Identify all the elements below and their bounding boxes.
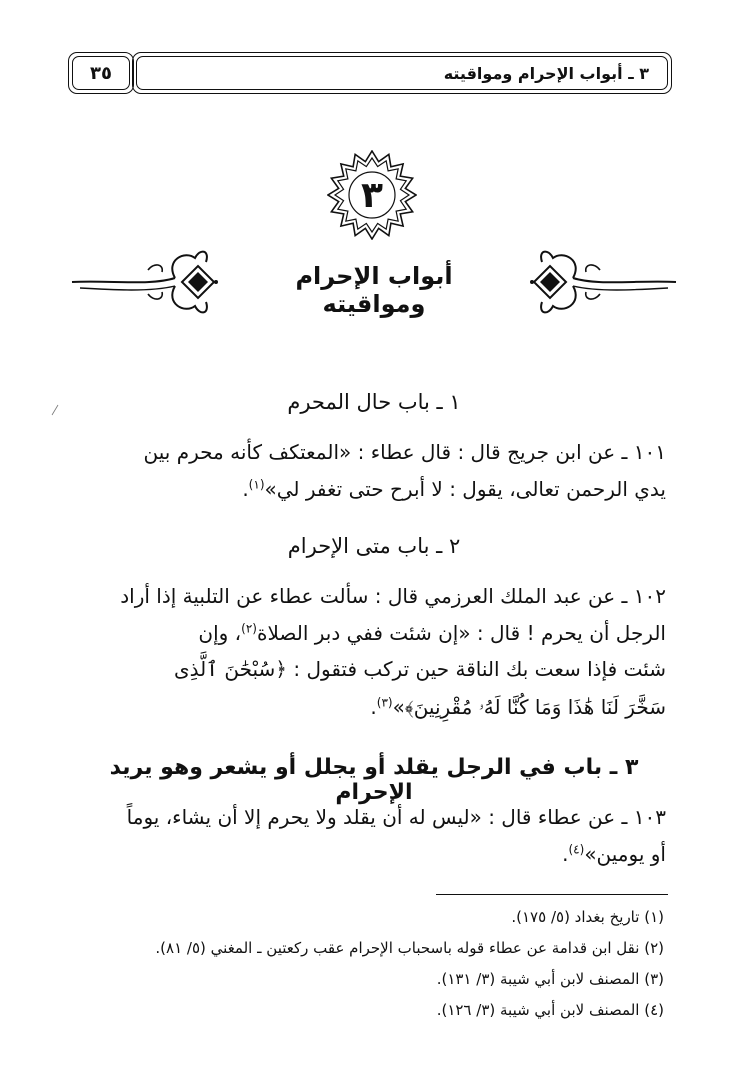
footnote-ref: (١) xyxy=(248,477,265,492)
left-ornament-icon xyxy=(70,240,220,320)
hadith-number: ١٠١ ـ xyxy=(621,440,666,464)
line-text: شئت فإذا سعت بك الناقة حين تركب فتقول : ﴿سُبْحَٰنَ ٱلَّذِى xyxy=(174,657,666,681)
footnote-ref: (٣) xyxy=(376,695,393,710)
section-heading-3: ٣ ـ باب في الرجل يقلد أو يجلل أو يشعر وهو يريد الإحرام xyxy=(109,755,639,805)
right-ornament-icon xyxy=(528,240,678,320)
hadith-number: ١٠٢ ـ xyxy=(621,584,666,608)
line-end: . xyxy=(242,477,249,501)
footnote-ref: (٤) xyxy=(568,842,585,857)
paragraph-line xyxy=(370,695,666,719)
line-end: ، وإن xyxy=(198,621,242,645)
line-text: الرجل أن يحرم ! قال : «إن شئت ففي دبر الصلاة xyxy=(256,621,666,645)
section-heading-2: ٢ ـ باب متى الإحرام xyxy=(287,534,461,558)
paragraph-line xyxy=(242,477,666,501)
paragraph-line xyxy=(120,584,666,608)
footnote-number: (٤) xyxy=(644,1001,664,1019)
footnote-text: نقل ابن قدامة عن عطاء قوله باسحباب الإحرام عقب ركعتين ـ المغني (٥/ ٨١). xyxy=(155,939,640,957)
paragraph-line xyxy=(562,842,666,866)
footnote-number: (٣) xyxy=(644,970,664,988)
footnote-divider xyxy=(436,894,668,895)
line-text: عن عطاء قال : «ليس له أن يقلد ولا يحرم إلا أن يشاء، يوماً xyxy=(126,805,616,829)
footnote-number: (٢) xyxy=(644,939,664,957)
chapter-title: أبواب الإحرام ومواقيته xyxy=(295,262,453,318)
paragraph-line xyxy=(144,440,666,464)
footnote xyxy=(437,970,664,988)
footnote xyxy=(437,1001,664,1019)
page-number-frame xyxy=(68,52,134,94)
line-text: عن عبد الملك العرزمي قال : سألت عطاء عن التلبية إذا أراد xyxy=(120,584,616,608)
hadith-number: ١٠٣ ـ xyxy=(621,805,666,829)
footnote-ref: (٢) xyxy=(241,621,257,636)
paragraph-line xyxy=(198,621,666,645)
chapter-number: ٣ xyxy=(361,174,383,216)
stray-mark-icon xyxy=(50,404,60,416)
line-text: يدي الرحمن تعالى، يقول : لا أبرح حتى تغفر لي» xyxy=(264,477,666,501)
footnote xyxy=(511,908,664,926)
footnote xyxy=(155,939,664,957)
section-heading-1: ١ ـ باب حال المحرم xyxy=(287,390,461,414)
page-number: ٣٥ xyxy=(90,62,112,84)
line-text: عن ابن جريج قال : قال عطاء : «المعتكف كأنه محرم بين xyxy=(143,440,616,464)
running-header-title: ٣ ـ أبواب الإحرام ومواقيته xyxy=(443,63,649,83)
footnote-text: المصنف لابن أبي شيبة (٣/ ١٣١). xyxy=(436,970,640,988)
paragraph-line xyxy=(174,657,666,681)
paragraph-line xyxy=(127,805,666,829)
footnote-text: تاريخ بغداد (٥/ ١٧٥). xyxy=(511,908,640,926)
footnote-text: المصنف لابن أبي شيبة (٣/ ١٢٦). xyxy=(436,1001,640,1019)
line-text: سَخَّرَ لَنَا هَٰذَا وَمَا كُنَّا لَهُۥ مُقْرِنِينَ﴾» xyxy=(392,695,666,719)
footnote-number: (١) xyxy=(644,908,664,926)
line-end: . xyxy=(562,842,569,866)
line-end: . xyxy=(370,695,377,719)
running-header-frame xyxy=(132,52,672,94)
line-text: أو يومين» xyxy=(584,842,666,866)
